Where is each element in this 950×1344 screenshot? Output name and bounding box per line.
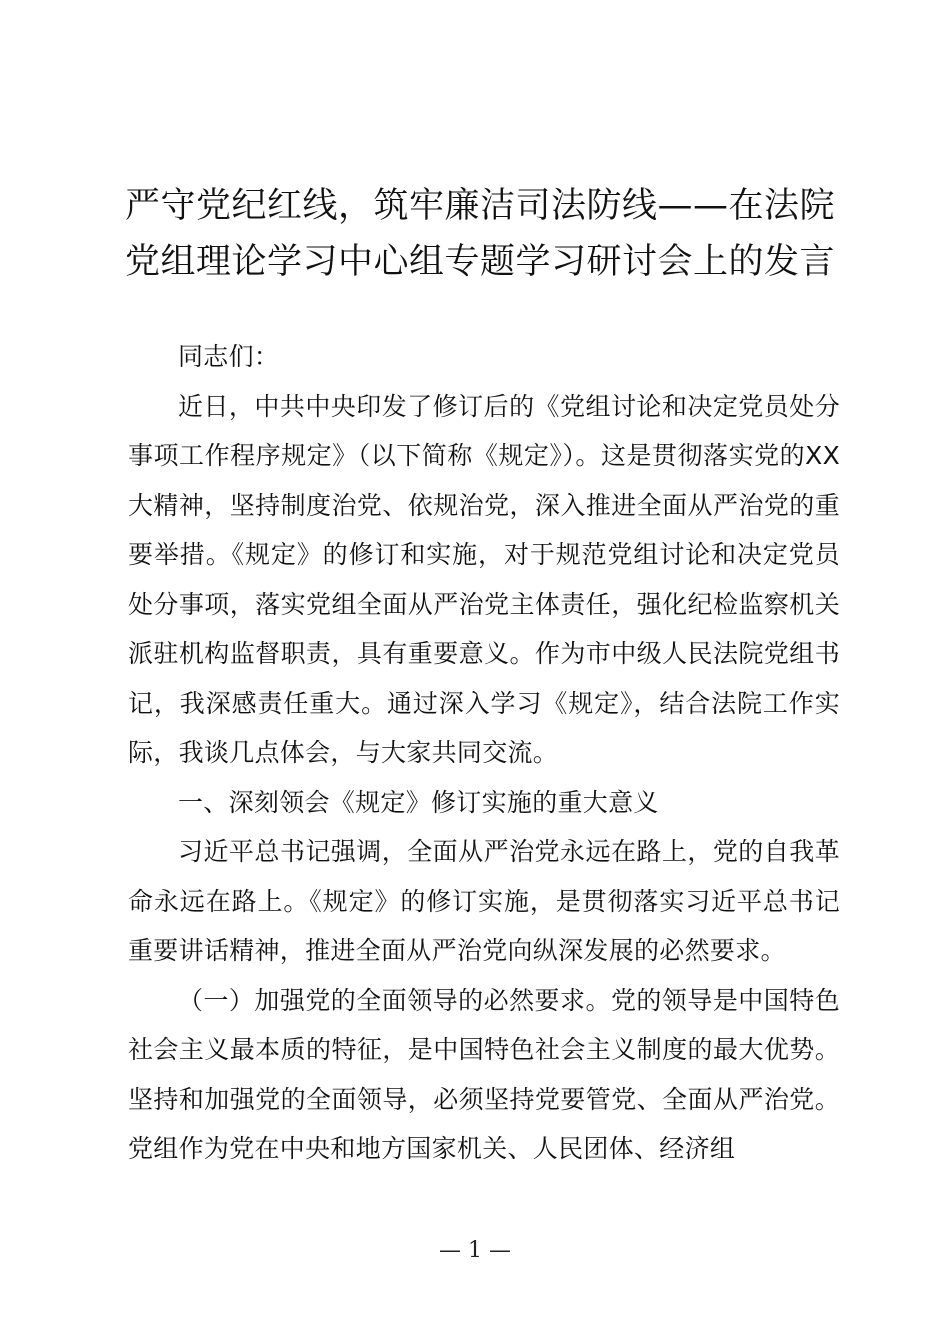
section-heading-1: 一、深刻领会《规定》修订实施的重大意义 <box>178 787 659 817</box>
paragraph-section-1: 习近平总书记强调，全面从严治党永远在路上，党的自我革命永远在路上。《规定》的修订实施，是贯彻落实习近平总书记重要讲话精神，推进全面从严治党向纵深发展的必然要求。 <box>128 837 840 965</box>
document-body <box>128 332 840 1174</box>
paragraph-subsection-1: （一）加强党的全面领导的必然要求。党的领导是中国特色社会主义最本质的特征，是中国特色社会主义制度的最大优势。坚持和加强党的全面领导，必须坚持党要管党、全面从严治党。党组作为党在中央和地方国家机关、人民团体、经济组 <box>128 985 840 1163</box>
page-number: — 1 — <box>439 1238 511 1263</box>
paragraph-intro: 近日，中共中央印发了修订后的《党组讨论和决定党员处分事项工作程序规定》（以下简称《规定》）。这是贯彻落实党的XX大精神，坚持制度治党、依规治党，深入推进全面从严治党的重要举措。《规定》的修订和实施，对于规范党组讨论和决定党员处分事项，落实党组全面从严治党主体责任，强化纪检监察机关派驻机构监督职责，具有重要意义。作为市中级人民法院党组书记，我深感责任重大。通过深入学习《规定》，结合法院工作实际，我谈几点体会，与大家共同交流。 <box>128 391 840 767</box>
salutation: 同志们： <box>178 342 280 371</box>
document-title: 严守党纪红线，筑牢廉洁司法防线——在法院党组理论学习中心组专题学习研讨会上的发言 <box>124 186 835 282</box>
